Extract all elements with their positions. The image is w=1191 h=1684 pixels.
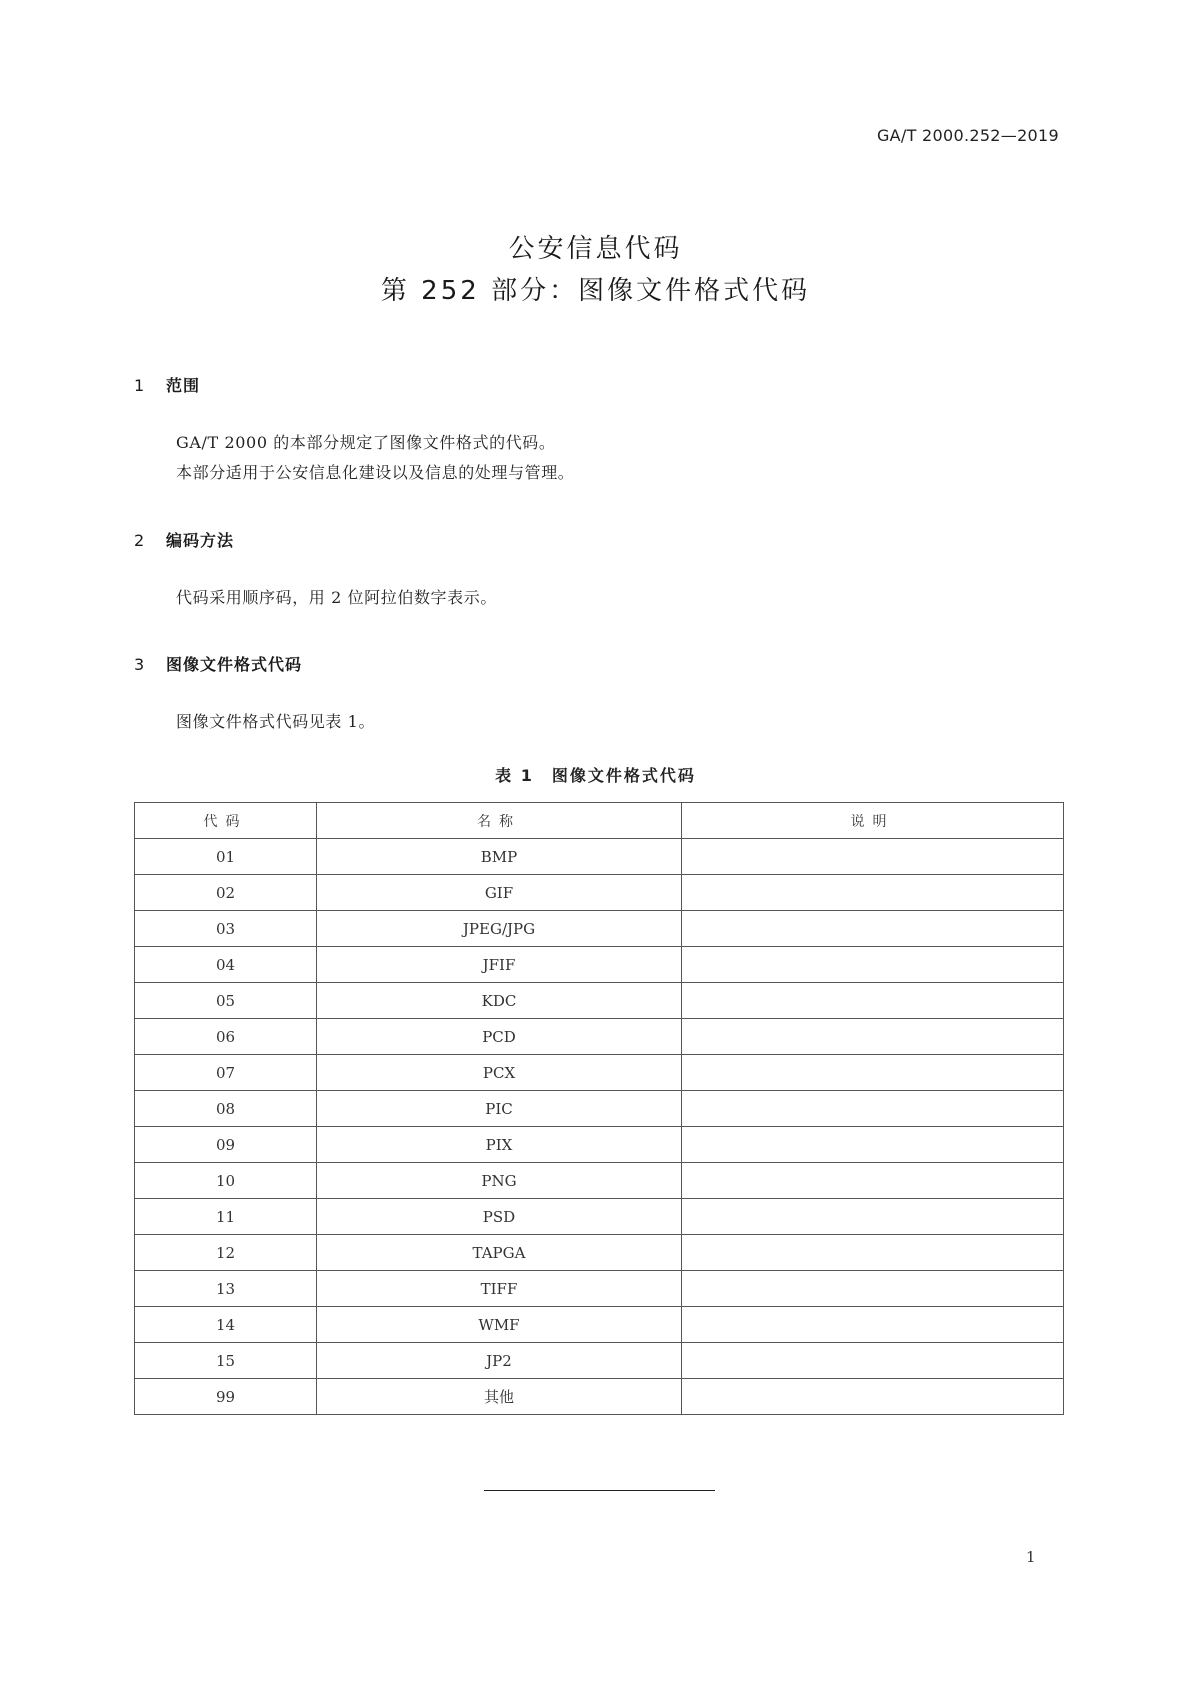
cell-name: TAPGA: [317, 1235, 682, 1271]
cell-code: 05: [135, 983, 317, 1019]
table-header-row: [135, 803, 1064, 839]
table-row: [135, 1055, 1064, 1091]
table-row: [135, 839, 1064, 875]
section-number: 3: [134, 655, 146, 674]
cell-description: [682, 1199, 1064, 1235]
cell-code: 99: [135, 1379, 317, 1415]
header-code: 代码: [135, 803, 317, 839]
table-row: [135, 1343, 1064, 1379]
cell-description: [682, 1055, 1064, 1091]
cell-name: PIC: [317, 1091, 682, 1127]
cell-description: [682, 1343, 1064, 1379]
table-row: [135, 1163, 1064, 1199]
cell-description: [682, 1127, 1064, 1163]
cell-name: JPEG/JPG: [317, 911, 682, 947]
cell-description: [682, 875, 1064, 911]
table-row: [135, 947, 1064, 983]
cell-code: 15: [135, 1343, 317, 1379]
format-code-table: [134, 802, 1064, 1415]
document-subtitle: 第 252 部分：图像文件格式代码: [380, 276, 811, 306]
cell-name: JFIF: [317, 947, 682, 983]
cell-code: 11: [135, 1199, 317, 1235]
table-row: [135, 1271, 1064, 1307]
header-description: 说明: [682, 803, 1064, 839]
cell-name: TIFF: [317, 1271, 682, 1307]
cell-code: 10: [135, 1163, 317, 1199]
cell-code: 03: [135, 911, 317, 947]
section-title: 编码方法: [166, 531, 235, 550]
cell-name: PIX: [317, 1127, 682, 1163]
cell-code: 12: [135, 1235, 317, 1271]
cell-code: 08: [135, 1091, 317, 1127]
table-row: [135, 911, 1064, 947]
cell-description: [682, 1307, 1064, 1343]
section-title: 图像文件格式代码: [166, 655, 303, 674]
table-row: [135, 1019, 1064, 1055]
cell-name: PNG: [317, 1163, 682, 1199]
cell-description: [682, 1271, 1064, 1307]
cell-code: 02: [135, 875, 317, 911]
table-row: [135, 1091, 1064, 1127]
cell-name: WMF: [317, 1307, 682, 1343]
header-name: 名称: [317, 803, 682, 839]
cell-code: 06: [135, 1019, 317, 1055]
cell-code: 13: [135, 1271, 317, 1307]
cell-name: KDC: [317, 983, 682, 1019]
paragraph: 代码采用顺序码，用 2 位阿拉伯数字表示。: [176, 588, 497, 607]
cell-code: 04: [135, 947, 317, 983]
end-rule: [484, 1490, 715, 1491]
section-number: 1: [134, 376, 146, 395]
cell-description: [682, 1379, 1064, 1415]
section-title: 范围: [166, 376, 201, 395]
cell-name: JP2: [317, 1343, 682, 1379]
document-title: 公安信息代码: [508, 234, 683, 264]
paragraph: GA/T 2000 的本部分规定了图像文件格式的代码。: [176, 433, 556, 452]
section-heading: [134, 373, 200, 396]
table-row: [135, 1379, 1064, 1415]
table-row: [135, 1127, 1064, 1163]
table-row: [135, 1235, 1064, 1271]
cell-name: PSD: [317, 1199, 682, 1235]
page-number: 1: [1026, 1548, 1036, 1566]
cell-description: [682, 839, 1064, 875]
table-caption: 表 1 图像文件格式代码: [495, 766, 696, 785]
table-row: [135, 875, 1064, 911]
section-heading: [134, 528, 234, 551]
cell-code: 01: [135, 839, 317, 875]
section-heading: [134, 652, 302, 675]
cell-description: [682, 983, 1064, 1019]
cell-name: PCD: [317, 1019, 682, 1055]
cell-name: PCX: [317, 1055, 682, 1091]
cell-description: [682, 1163, 1064, 1199]
table-row: [135, 983, 1064, 1019]
paragraph: 图像文件格式代码见表 1。: [176, 712, 376, 731]
cell-code: 14: [135, 1307, 317, 1343]
cell-name: BMP: [317, 839, 682, 875]
cell-description: [682, 1091, 1064, 1127]
cell-name: GIF: [317, 875, 682, 911]
table-row: [135, 1199, 1064, 1235]
cell-description: [682, 1019, 1064, 1055]
cell-description: [682, 947, 1064, 983]
cell-description: [682, 1235, 1064, 1271]
table-row: [135, 1307, 1064, 1343]
standard-code: GA/T 2000.252—2019: [876, 126, 1059, 145]
cell-description: [682, 911, 1064, 947]
cell-name: 其他: [317, 1379, 682, 1415]
paragraph: 本部分适用于公安信息化建设以及信息的处理与管理。: [176, 463, 575, 482]
table-body: [135, 839, 1064, 1415]
section-number: 2: [134, 531, 146, 550]
cell-code: 07: [135, 1055, 317, 1091]
cell-code: 09: [135, 1127, 317, 1163]
